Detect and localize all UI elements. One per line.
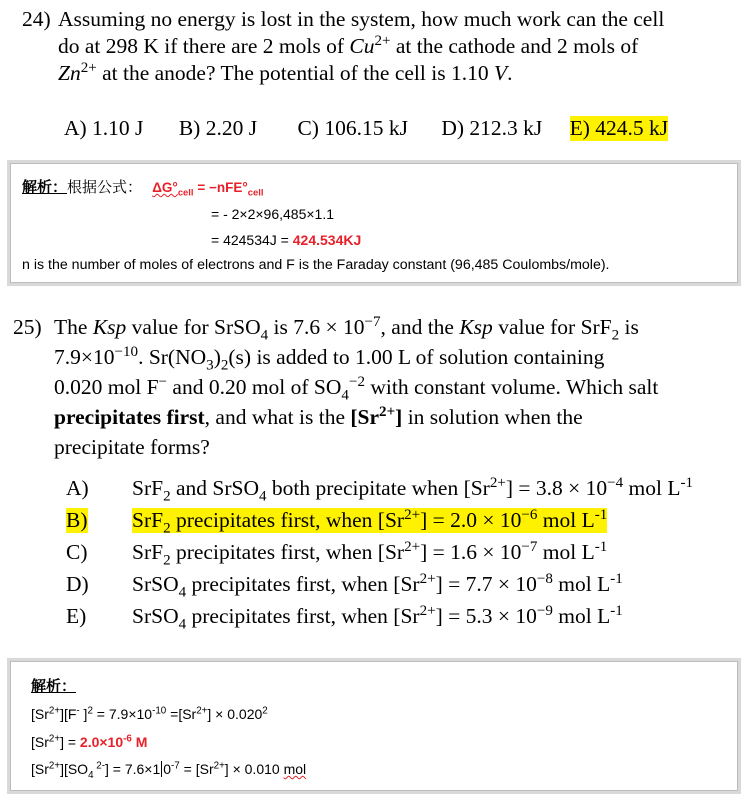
solution-label: 解析： (22, 179, 68, 196)
solution-step-3: $[Sr^{2+}][SO_4$ $^{2-}$] = 7.6×1 $0^{-7} = [Sr^{2+}] \times 0.010$ mol (31, 760, 307, 781)
question-text (58, 6, 664, 87)
solution-step-1: = - 2×2×96,485×1.1 (211, 206, 334, 222)
choice-a: A) 1.10 J (64, 116, 144, 140)
question-line: 0.020 mol F− and 0.20 mol of $SO_4^{-2}$ with constant volume. Which salt (54, 373, 659, 404)
question-line: precipitates first, and what is the $[Sr^{2+}]$ in solution when the (54, 403, 583, 429)
solution-box-25 (10, 661, 738, 791)
solution-line: 解析：根据公式： $\Delta G^\circ_{cell} = -nFE^\circ_{cell}$ (22, 179, 264, 199)
choice-c: C) 106.15 kJ (297, 116, 408, 140)
question-line: The Ksp value for SrSO$_4$ is $7.6 \times 10^{-7}$, and the Ksp value for SrF$_2$ is (54, 313, 639, 344)
question-line: Assuming no energy is lost in the system, how much work can the cell (58, 7, 665, 31)
solution-step-2: $[Sr^{2+}] = 2.0\times 10^{-6}$ M (31, 733, 148, 750)
choice-b: B) 2.20 J (178, 116, 258, 140)
solution-note: n is the number of moles of electrons and F is the Faraday constant (96,485 Coulombs/mole). (22, 257, 610, 273)
question-line: $Zn^{2+}$ at the anode? The potential of the cell is 1.10 V. (58, 59, 513, 85)
question-25 (13, 312, 742, 462)
question-text (54, 312, 658, 462)
solution-step-1: $[Sr^{2+}][F^-$ ]$^2 = 7.9\times 10^{-10} =[Sr^{2+}] \times 0.020^2$ (31, 705, 268, 722)
question-line: $7.9\times 10^{-10}$. $Sr(NO_3)_2(s)$ is added to 1.00 L of solution containing (54, 343, 605, 374)
solution-step-2: = 424534J = 424.534KJ (211, 232, 362, 248)
choice-e-highlighted: E) 424.5 kJ (569, 116, 669, 140)
question-number: 25) (13, 315, 42, 339)
solution-box-24 (10, 163, 738, 283)
answer-choices (64, 116, 668, 141)
question-number: 24) (22, 7, 51, 31)
question-line: do at 298 K if there are 2 mols of $Cu^{2+}$ at the cathode and 2 mols of (58, 32, 639, 58)
solution-label: 解析： (31, 678, 77, 695)
question-line: precipitate forms? (54, 435, 210, 459)
question-24 (22, 6, 742, 96)
formula: $\Delta G^\circ_{cell} = -nFE^\circ_{cell}$ (152, 180, 264, 199)
choice-d: D) 212.3 kJ (441, 116, 543, 140)
